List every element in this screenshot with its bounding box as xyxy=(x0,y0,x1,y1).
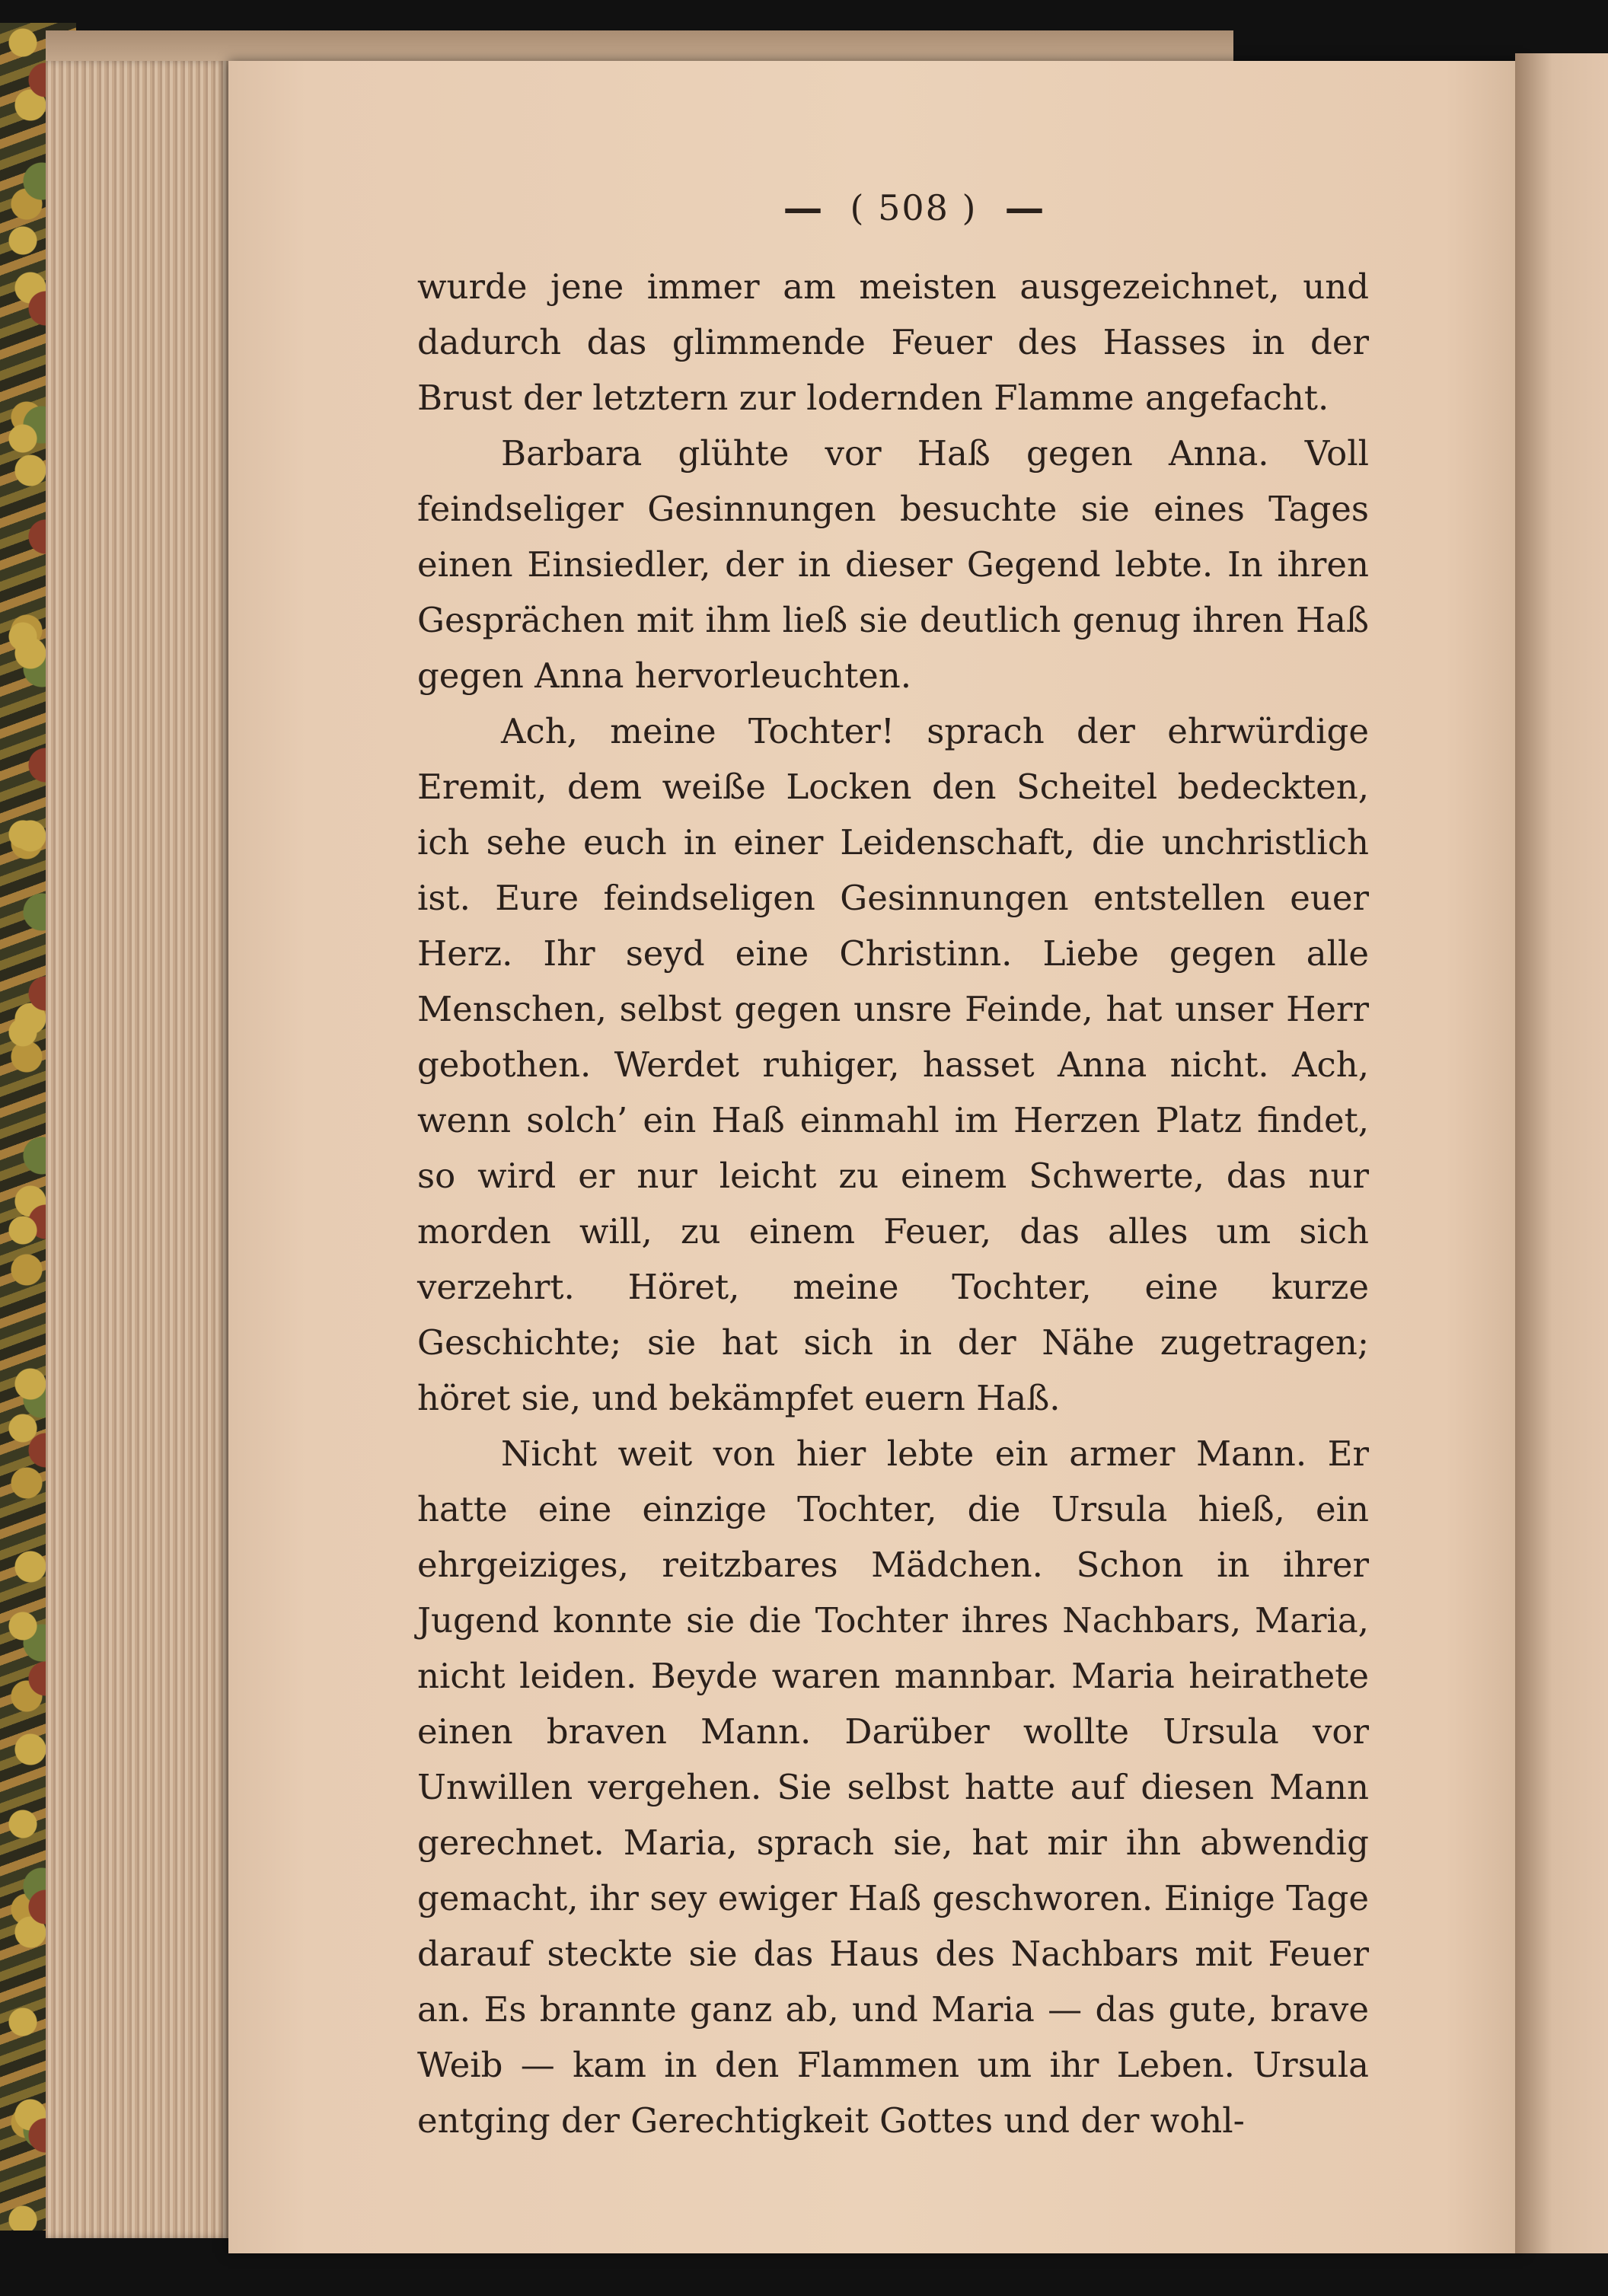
header-dash-left: — xyxy=(783,184,823,231)
paragraph-2: Barbara glühte vor Haß gegen Anna. Voll feindseliger Gesinnungen besuchte sie eines Tages einen Einsiedler, der in dieser Gegend lebte. In ihren Gesprächen mit ihm ließ sie deutlich genug ihren Haß gegen Anna hervorleuchten. xyxy=(417,433,1369,696)
page-stack-edge xyxy=(46,61,228,2238)
page-header xyxy=(700,174,1127,242)
header-dash-right: — xyxy=(1004,184,1045,231)
paragraph-1: wurde jene immer am meisten ausgezeichnet, und dadurch das glimmende Feuer des Hasses in der Brust der letztern zur lodernden Flamme angefacht. xyxy=(417,266,1369,418)
facing-page-edge xyxy=(1515,53,1608,2253)
paragraph-3: Ach, meine Tochter! sprach der ehrwürdige Eremit, dem weiße Locken den Scheitel bedeckten, ich sehe euch in einer Leidenschaft, die unchristlich ist. Eure feindseligen Gesinnungen entstellen euer Herz. Ihr seyd eine Christinn. Liebe gegen alle Menschen, selbst gegen unsre Feinde, hat unser Herr gebothen. Werdet ruhiger, hasset Anna nicht. Ach, wenn solch’ ein Haß einmahl im Herzen Platz findet, so wird er nur leicht zu einem Schwerte, das nur morden will, zu einem Feuer, das alles um sich verzehrt. Höret, meine Tochter, eine kurze Geschichte; sie hat sich in der Nähe zugetragen; höret sie, und bekämpfet euern Haß. xyxy=(417,711,1369,1418)
paragraph-4: Nicht weit von hier lebte ein armer Mann. Er hatte eine einzige Tochter, die Ursula hieß, ein ehrgeiziges, reitzbares Mädchen. Schon in ihrer Jugend konnte sie die Tochter ihres Nachbars, Maria, nicht leiden. Beyde waren mannbar. Maria heirathete einen braven Mann. Darüber wollte Ursula vor Unwillen vergehen. Sie selbst hatte auf diesen Mann gerechnet. Maria, sprach sie, hat mir ihn abwendig gemacht, ihr sey ewiger Haß geschworen. Einige Tage darauf steckte sie das Haus des Nachbars mit Feuer an. Es brannte ganz ab, und Maria — das gute, brave Weib — kam in den Flammen um ihr Leben. Ursula entging der Gerechtigkeit Gottes und der wohl- xyxy=(417,1433,1369,2141)
page-number: ( 508 ) xyxy=(850,187,978,228)
page-text xyxy=(417,259,1369,2148)
